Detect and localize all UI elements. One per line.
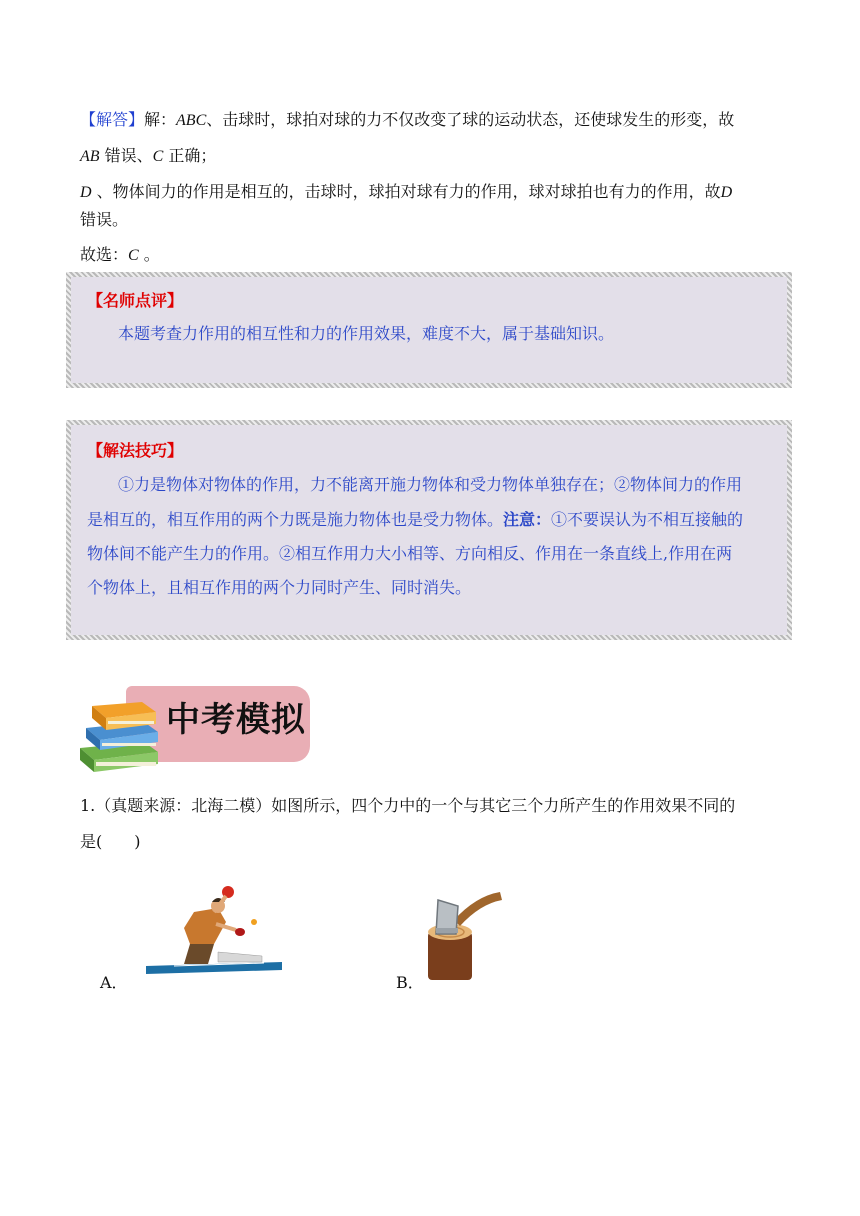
tips-box: [66, 420, 792, 640]
answer-line-1: 【解答】解：ABC、击球时，球拍对球的力不仅改变了球的运动状态，还使球发生的形变，故: [80, 110, 735, 129]
section-title: 中考模拟: [166, 700, 306, 740]
teacher-comment-box: [66, 272, 792, 388]
tips-title: 【解法技巧】: [87, 441, 184, 460]
teacher-comment-text: 本题考查力作用的相互性和力的作用效果，难度不大，属于基础知识。: [118, 324, 615, 343]
tips-line-2: 是相互的，相互作用的两个力既是施力物体也是受力物体。注意：①不要误认为不相互接触的: [87, 510, 744, 529]
option-b-label: B．: [396, 973, 424, 992]
books-icon: [78, 688, 168, 776]
tips-line-3: 物体间不能产生力的作用。②相互作用力大小相等、方向相反、作用在一条直线上,作用在两: [87, 544, 733, 563]
table-tennis-player-image: [144, 882, 284, 977]
answer-tag: 【解答】: [80, 110, 145, 129]
tips-note-label: 注意：: [503, 510, 552, 529]
tips-line-4: 个物体上，且相互作用的两个力同时产生、同时消失。: [87, 578, 472, 597]
question-line-2: 是( ): [80, 832, 141, 851]
teacher-comment-title: 【名师点评】: [87, 291, 184, 310]
answer-line-2: AB 错误、C 正确；: [80, 146, 217, 165]
question-line-1: 1.（真题来源：北海二模）如图所示，四个力中的一个与其它三个力所产生的作用效果不同的: [80, 796, 736, 815]
section-banner: [78, 686, 310, 774]
option-a-label: A．: [100, 973, 128, 992]
answer-line-4: 错误。: [80, 210, 129, 229]
tips-line-1: ①力是物体对物体的作用，力不能离开施力物体和受力物体单独存在；②物体间力的作用: [118, 475, 743, 494]
axe-in-stump-image: [424, 884, 504, 984]
answer-line-3: D 、物体间力的作用是相互的，击球时，球拍对球有力的作用，球对球拍也有力的作用，故D: [80, 182, 733, 201]
answer-line-5: 故选：C 。: [80, 245, 160, 264]
